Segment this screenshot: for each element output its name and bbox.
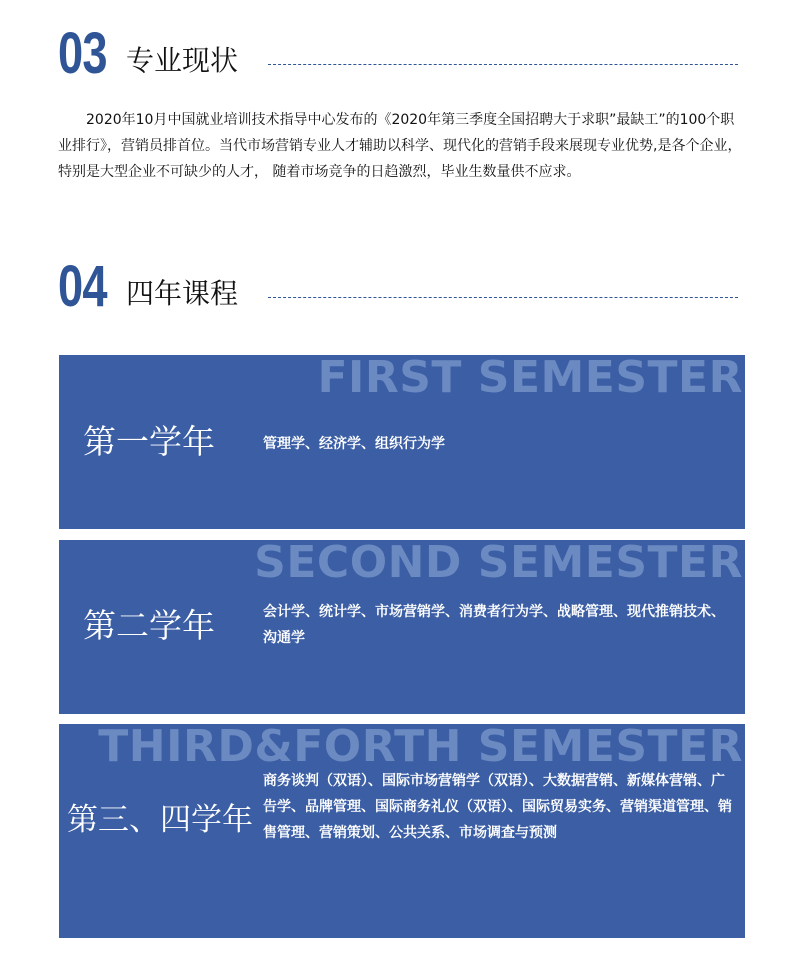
section-03-number: 03 [58,21,107,86]
card-watermark-text: SECOND SEMESTER [254,540,743,588]
section-04-number: 04 [58,254,107,319]
section-03-divider [268,64,738,65]
card-course-list: 管理学、经济学、组织行为学 [263,436,445,452]
course-card-year-2 [59,540,745,714]
card-course-list: 会计学、统计学、市场营销学、消费者行为学、战略管理、现代推销技术、沟通学 [263,604,725,646]
section-04-divider [268,297,738,298]
card-watermark-text: THIRD&FORTH SEMESTER [98,724,743,772]
section-03-header [58,21,738,86]
section-03-title: 专业现状 [126,44,239,77]
course-card-year-1 [59,355,745,529]
section-04-header [58,254,738,319]
card-course-list: 商务谈判（双语）、国际市场营销学（双语）、大数据营销、新媒体营销、广告学、品牌管理、国际商务礼仪（双语）、国际贸易实务、营销渠道管理、销售管理、营销策划、公共关系、市场调查与预测 [263,773,732,841]
course-card-year-3-4 [59,724,745,938]
section-04-title: 四年课程 [126,277,239,310]
card-watermark-text: FIRST SEMESTER [317,355,743,403]
card-year-label: 第一学年 [83,422,215,461]
section-03-paragraph: 2020年10月中国就业培训技术指导中心发布的《2020年第三季度全国招聘大于求职”最缺工”的100个职业排行》，营销员排首位。当代市场营销专业人才辅助以科学、现代化的营销手段来展现专业优势,是各个企业，特别是大型企业不可缺少的人才， 随着市场竞争的日趋激烈，毕业生数量供不应求。 [58,112,742,180]
card-year-label: 第二学年 [83,606,215,645]
card-year-label: 第三、四学年 [67,802,253,838]
